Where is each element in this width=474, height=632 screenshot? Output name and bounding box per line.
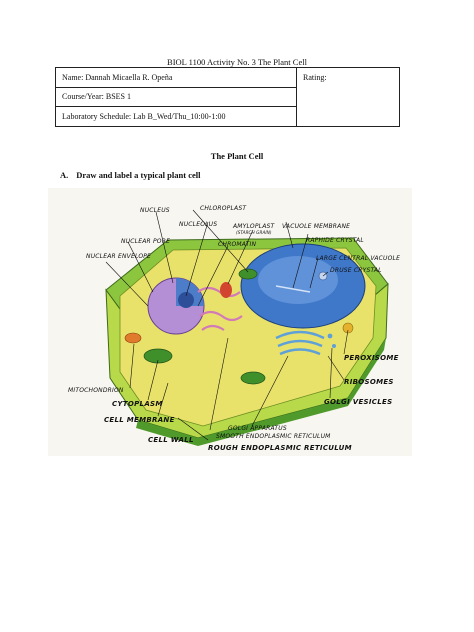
label-vacuole-membrane: VACUOLE MEMBRANE xyxy=(282,223,351,230)
section-text: Draw and label a typical plant cell xyxy=(76,170,201,180)
label-druse-crystal: DRUSE CRYSTAL xyxy=(330,267,382,274)
label-raphide-crystal: RAPHIDE CRYSTAL xyxy=(306,237,364,244)
label-cytoplasm: CYTOPLASM xyxy=(112,400,163,408)
label-rough-er: ROUGH ENDOPLASMIC RETICULUM xyxy=(208,444,352,452)
golgi-vesicle-2 xyxy=(332,344,336,348)
label-ribosomes: RIBOSOMES xyxy=(344,378,394,386)
label-central-vacuole: LARGE CENTRAL VACUOLE xyxy=(316,255,401,262)
label-nucleus: NUCLEUS xyxy=(140,207,170,214)
label-nuclear-pore: NUCLEAR PORE xyxy=(121,238,171,245)
student-name-cell: Name: Dannah Micaella R. Opeña xyxy=(56,68,297,88)
label-cell-wall: CELL WALL xyxy=(148,436,194,444)
course-year-cell: Course/Year: BSES 1 xyxy=(56,87,297,107)
label-starch-grain: (STARCH GRAIN) xyxy=(236,231,272,236)
chloroplast-3 xyxy=(241,372,265,384)
vacuole-highlight xyxy=(258,256,338,304)
section-a-heading xyxy=(60,170,208,180)
mitochondrion xyxy=(125,333,141,343)
label-mitochondrion: MITOCHONDRION xyxy=(68,387,124,394)
label-chromatin: CHROMATIN xyxy=(218,241,257,248)
page-title: The Plant Cell xyxy=(210,151,264,161)
label-nucleolus: NUCLEOLUS xyxy=(179,221,218,228)
label-nuclear-envelope: NUCLEAR ENVELOPE xyxy=(86,253,152,260)
label-chloroplast: CHLOROPLAST xyxy=(200,205,247,212)
plant-cell-diagram xyxy=(48,188,412,456)
label-cell-membrane: CELL MEMBRANE xyxy=(104,416,175,424)
rating-cell: Rating: xyxy=(297,68,400,127)
label-golgi-apparatus: GOLGI APPARATUS xyxy=(228,425,287,432)
label-amyloplast: AMYLOPLAST xyxy=(233,223,275,230)
label-golgi-vesicles: GOLGI VESICLES xyxy=(324,398,393,406)
student-info-table xyxy=(55,67,400,127)
label-smooth-er: SMOOTH ENDOPLASMIC RETICULUM xyxy=(216,433,331,440)
chloroplast-2 xyxy=(239,269,257,279)
plant-cell-drawing xyxy=(48,188,412,456)
golgi-vesicle xyxy=(328,334,333,339)
section-letter: A. xyxy=(60,170,69,180)
lab-schedule-cell: Laboratory Schedule: Lab B_Wed/Thu_10:00-1:00 xyxy=(56,107,297,127)
course-header: BIOL 1100 Activity No. 3 The Plant Cell xyxy=(167,57,307,67)
label-peroxisome: PEROXISOME xyxy=(344,354,399,362)
amyloplast xyxy=(220,282,232,298)
nucleolus xyxy=(178,292,194,308)
